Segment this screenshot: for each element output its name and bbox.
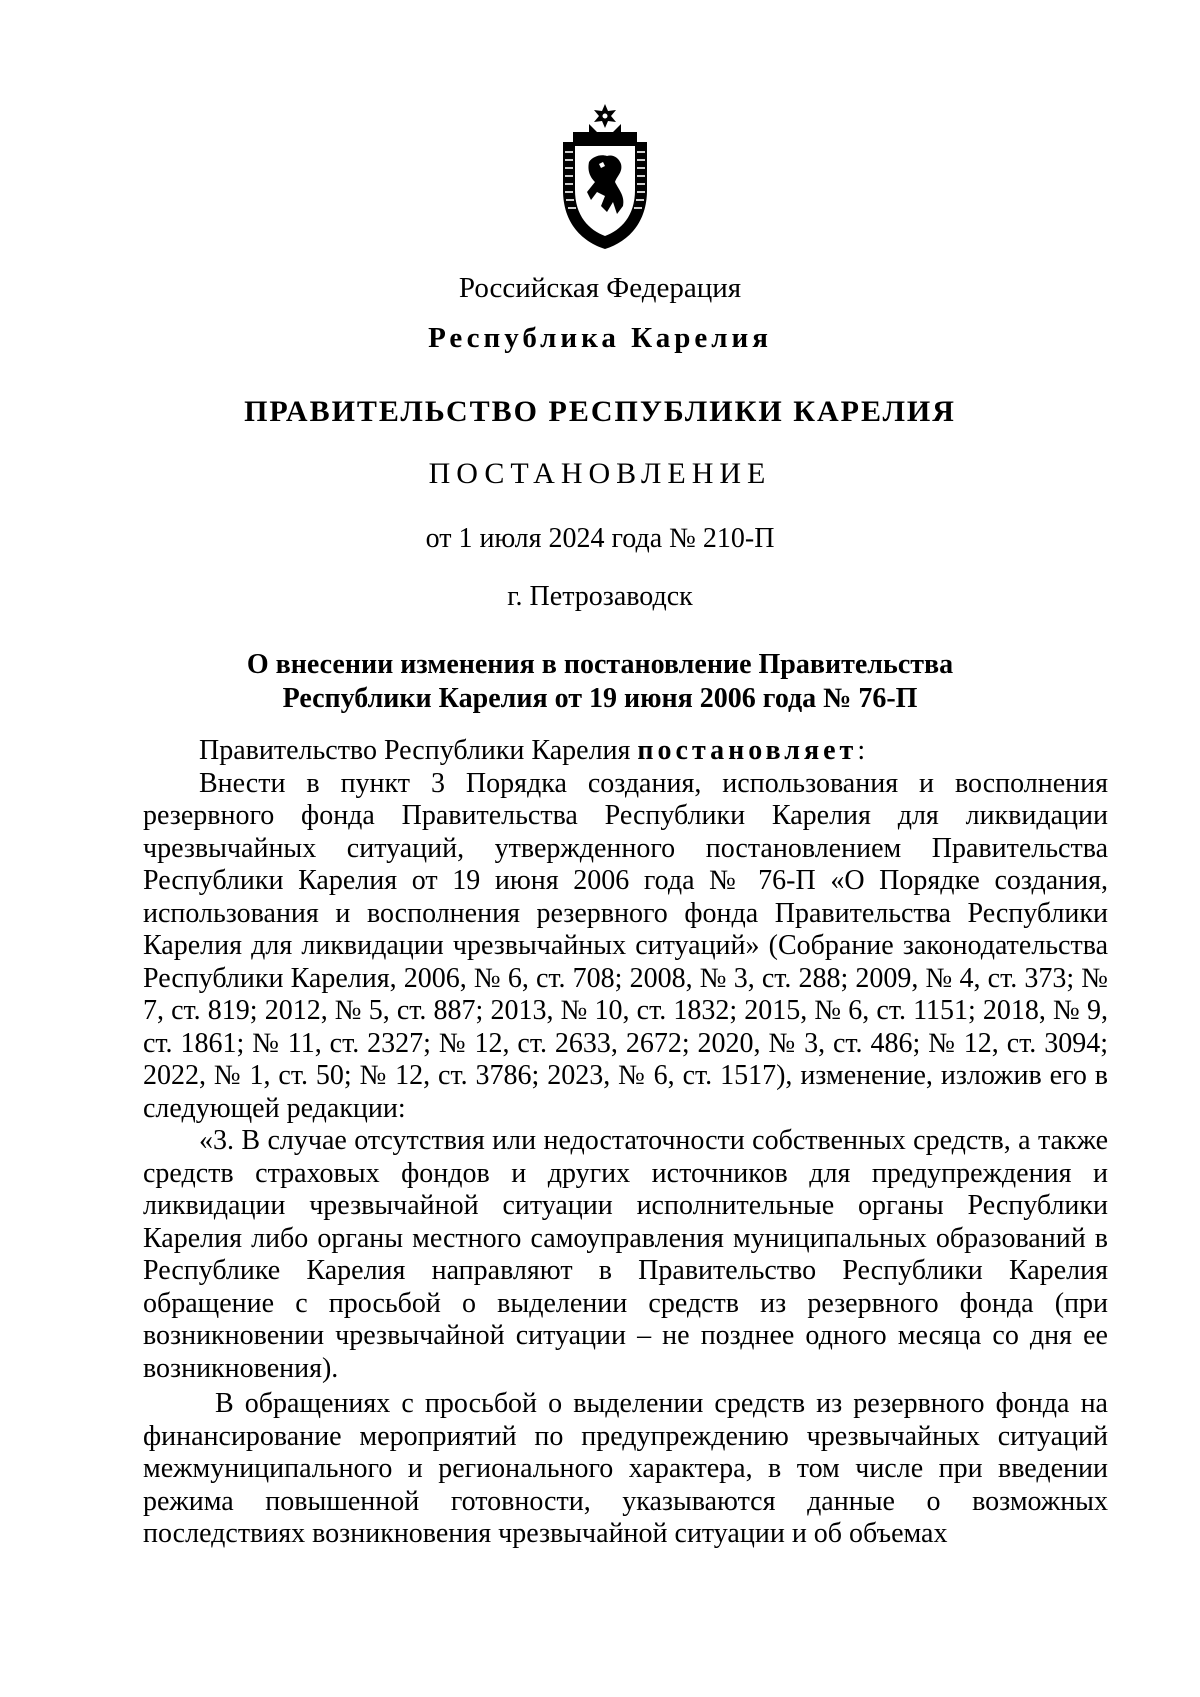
document-type: ПОСТАНОВЛЕНИЕ (428, 457, 772, 490)
coat-of-arms-icon (555, 102, 655, 252)
intro-suffix: : (857, 735, 866, 766)
document-body (143, 735, 1108, 1551)
document-city: г. Петрозаводск (507, 581, 693, 612)
document-title-line-1: О внесении изменения в постановление Правительства (246, 649, 954, 680)
paragraph-3: В обращениях с просьбой о выделении средств из резервного фонда на финансирование мероприятий по предупреждению чрезвычайных ситуаций межмуниципального и регионального характера, в том числе при введении режима повышенной готовности, указываются данные о возможных последствиях возникновения чрезвычайной ситуации и об объемах (143, 1388, 1108, 1549)
paragraph-1: Внести в пункт 3 Порядка создания, использования и восполнения резервного фонда Правительства Республики Карелия для ликвидации чрезвычайных ситуаций, утвержденного постановлением Правительства Республики Карелия от 19 июня 2006 года № 76-П «О Порядке создания, использования и восполнения резервного фонда Правительства Республики Карелия для ликвидации чрезвычайных ситуаций» (Собрание законодательства Республики Карелия, 2006, № 6, ст. 708; 2008, № 3, ст. 288; 2009, № 4, ст. 373; № 7, ст. 819; 2012, № 5, ст. 887; 2013, № 10, ст. 1832; 2015, № 6, ст. 1151; 2018, № 9, ст. 1861; № 11, ст. 2327; № 12, ст. 2633, 2672; 2020, № 3, ст. 486; № 12, ст. 3094; 2022, № 1, ст. 50; № 12, ст. 3786; 2023, № 6, ст. 1517), изменение, изложив его в следующей редакции: (143, 767, 1108, 1124)
country-name: Российская Федерация (458, 272, 742, 304)
paragraph-2: «3. В случае отсутствия или недостаточности собственных средств, а также средств страховых фондов и других источников для предупреждения и ликвидации чрезвычайной ситуации исполнительные органы Республики Карелия либо органы местного самоуправления муниципальных образований в Республике Карелия направляют в Правительство Республики Карелия обращение с просьбой о выделении средств из резервного фонда (при возникновении чрезвычайной ситуации – не позднее одного месяца со дня ее возникновения). (143, 1125, 1108, 1384)
document-title (0, 648, 1200, 716)
intro-decree-word: постановляет (637, 735, 858, 766)
intro-prefix: Правительство Республики Карелия (199, 735, 638, 766)
republic-name: Республика Карелия (428, 322, 772, 354)
intro-paragraph (143, 735, 1108, 768)
government-name: ПРАВИТЕЛЬСТВО РЕСПУБЛИКИ КАРЕЛИЯ (244, 395, 956, 428)
document-date-number: от 1 июля 2024 года № 210-П (425, 523, 775, 554)
document-title-line-2: Республики Карелия от 19 июня 2006 года № 76-П (282, 683, 918, 714)
